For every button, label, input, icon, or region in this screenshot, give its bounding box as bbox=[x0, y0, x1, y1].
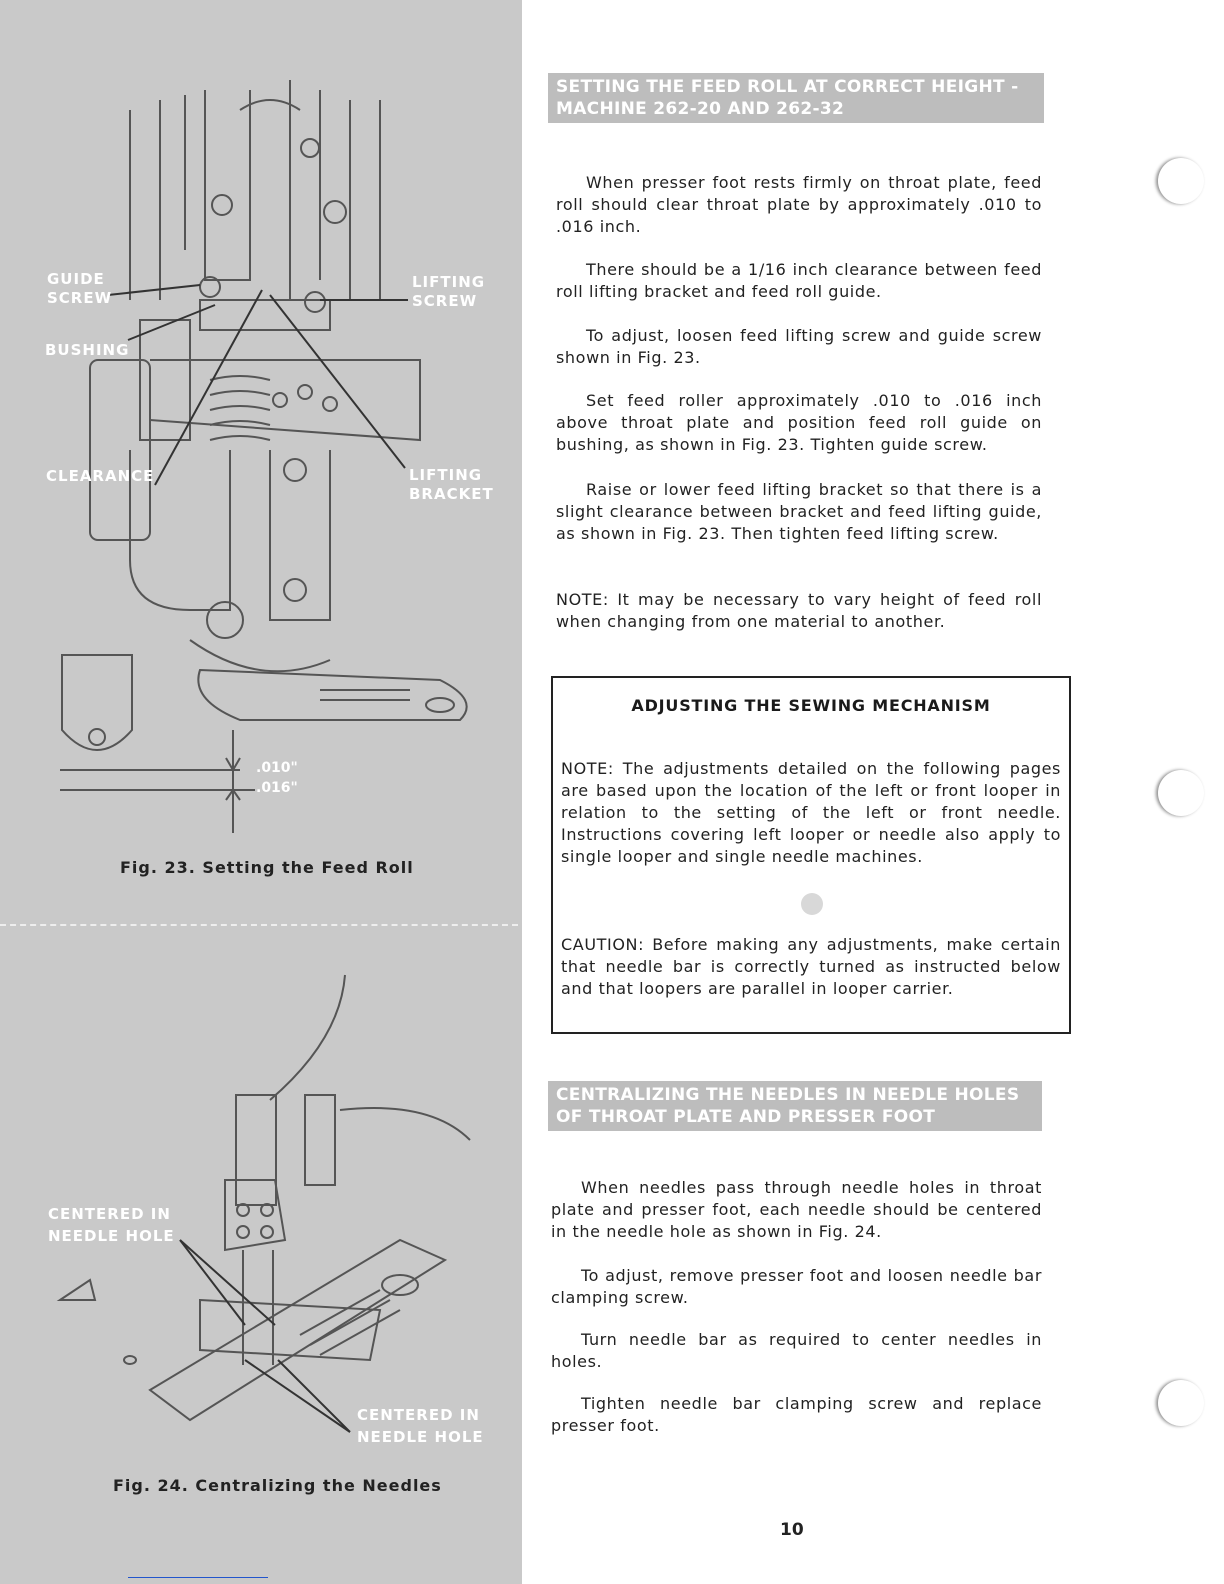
fig23-caption: Fig. 23. Setting the Feed Roll bbox=[120, 858, 414, 877]
box-title: ADJUSTING THE SEWING MECHANISM bbox=[631, 696, 991, 715]
section1-note: NOTE: It may be necessary to vary height of feed roll when changing from one material to another. bbox=[556, 590, 1042, 631]
label-centered-in-needle-hole-top: CENTERED IN NEEDLE HOLE bbox=[48, 1205, 175, 1245]
label-centered-in-needle-hole-bottom: CENTERED IN NEEDLE HOLE bbox=[357, 1406, 484, 1446]
illustration-panel bbox=[0, 0, 522, 1584]
label-bushing: BUSHING bbox=[45, 341, 130, 359]
section1-paragraph-2: There should be a 1/16 inch clearance between feed roll lifting bracket and feed roll guide. bbox=[556, 260, 1042, 301]
binder-hole-middle bbox=[1158, 770, 1204, 816]
box-caution: CAUTION: Before making any adjustments, make certain that needle bar is correctly turned as instructed below and that loopers are parallel in looper carrier. bbox=[561, 935, 1061, 998]
label-guide-screw: GUIDE SCREW bbox=[47, 270, 113, 307]
section1-paragraph-4: Set feed roller approximately .010 to .016 inch above throat plate and position feed roll guide on bushing, as shown in Fig. 23. Tighten guide screw. bbox=[556, 391, 1042, 454]
adjusting-mechanism-box bbox=[551, 676, 1071, 1034]
section1-paragraph-5: Raise or lower feed lifting bracket so that there is a slight clearance between bracket and feed lifting guide, as shown in Fig. 23. Then tighten feed lifting screw. bbox=[556, 480, 1042, 543]
page-number: 10 bbox=[780, 1520, 804, 1540]
section1-paragraph-3: To adjust, loosen feed lifting screw and guide screw shown in Fig. 23. bbox=[556, 326, 1042, 367]
label-lifting-bracket: LIFTING BRACKET bbox=[409, 466, 494, 503]
footer-link-line bbox=[128, 1577, 268, 1578]
bullet-dot bbox=[801, 893, 823, 915]
section2-paragraph-3: Turn needle bar as required to center needles in holes. bbox=[551, 1330, 1042, 1371]
label-clearance: CLEARANCE bbox=[46, 467, 155, 485]
binder-hole-bottom bbox=[1158, 1380, 1204, 1426]
section1-heading-line2: MACHINE 262-20 AND 262-32 bbox=[556, 99, 845, 119]
label-lifting-screw: LIFTING SCREW bbox=[412, 273, 486, 310]
section2-paragraph-4: Tighten needle bar clamping screw and replace presser foot. bbox=[551, 1394, 1042, 1435]
fig24-caption: Fig. 24. Centralizing the Needles bbox=[113, 1476, 442, 1495]
section2-heading-line2: OF THROAT PLATE AND PRESSER FOOT bbox=[556, 1107, 936, 1127]
binder-hole-top bbox=[1158, 158, 1204, 204]
measurement-016: .016" bbox=[256, 780, 298, 796]
section2-heading-line1: CENTRALIZING THE NEEDLES IN NEEDLE HOLES bbox=[556, 1085, 1020, 1105]
section1-heading bbox=[548, 73, 1044, 123]
measurement-010: .010" bbox=[256, 760, 298, 776]
box-note: NOTE: The adjustments detailed on the following pages are based upon the location of the left or front looper in relation to the setting of the left or front needle. Instructions covering left looper or needle also apply to single looper and single needle machines. bbox=[561, 759, 1061, 866]
section2-paragraph-1: When needles pass through needle holes in throat plate and presser foot, each needle should be centered in the needle hole as shown in Fig. 24. bbox=[551, 1178, 1042, 1241]
section1-heading-line1: SETTING THE FEED ROLL AT CORRECT HEIGHT - bbox=[556, 77, 1019, 97]
section2-paragraph-2: To adjust, remove presser foot and loosen needle bar clamping screw. bbox=[551, 1266, 1042, 1307]
dashed-divider bbox=[0, 924, 518, 926]
section2-heading bbox=[548, 1081, 1042, 1131]
section1-paragraph-1: When presser foot rests firmly on throat plate, feed roll should clear throat plate by approximately .010 to .016 inch. bbox=[556, 173, 1042, 236]
